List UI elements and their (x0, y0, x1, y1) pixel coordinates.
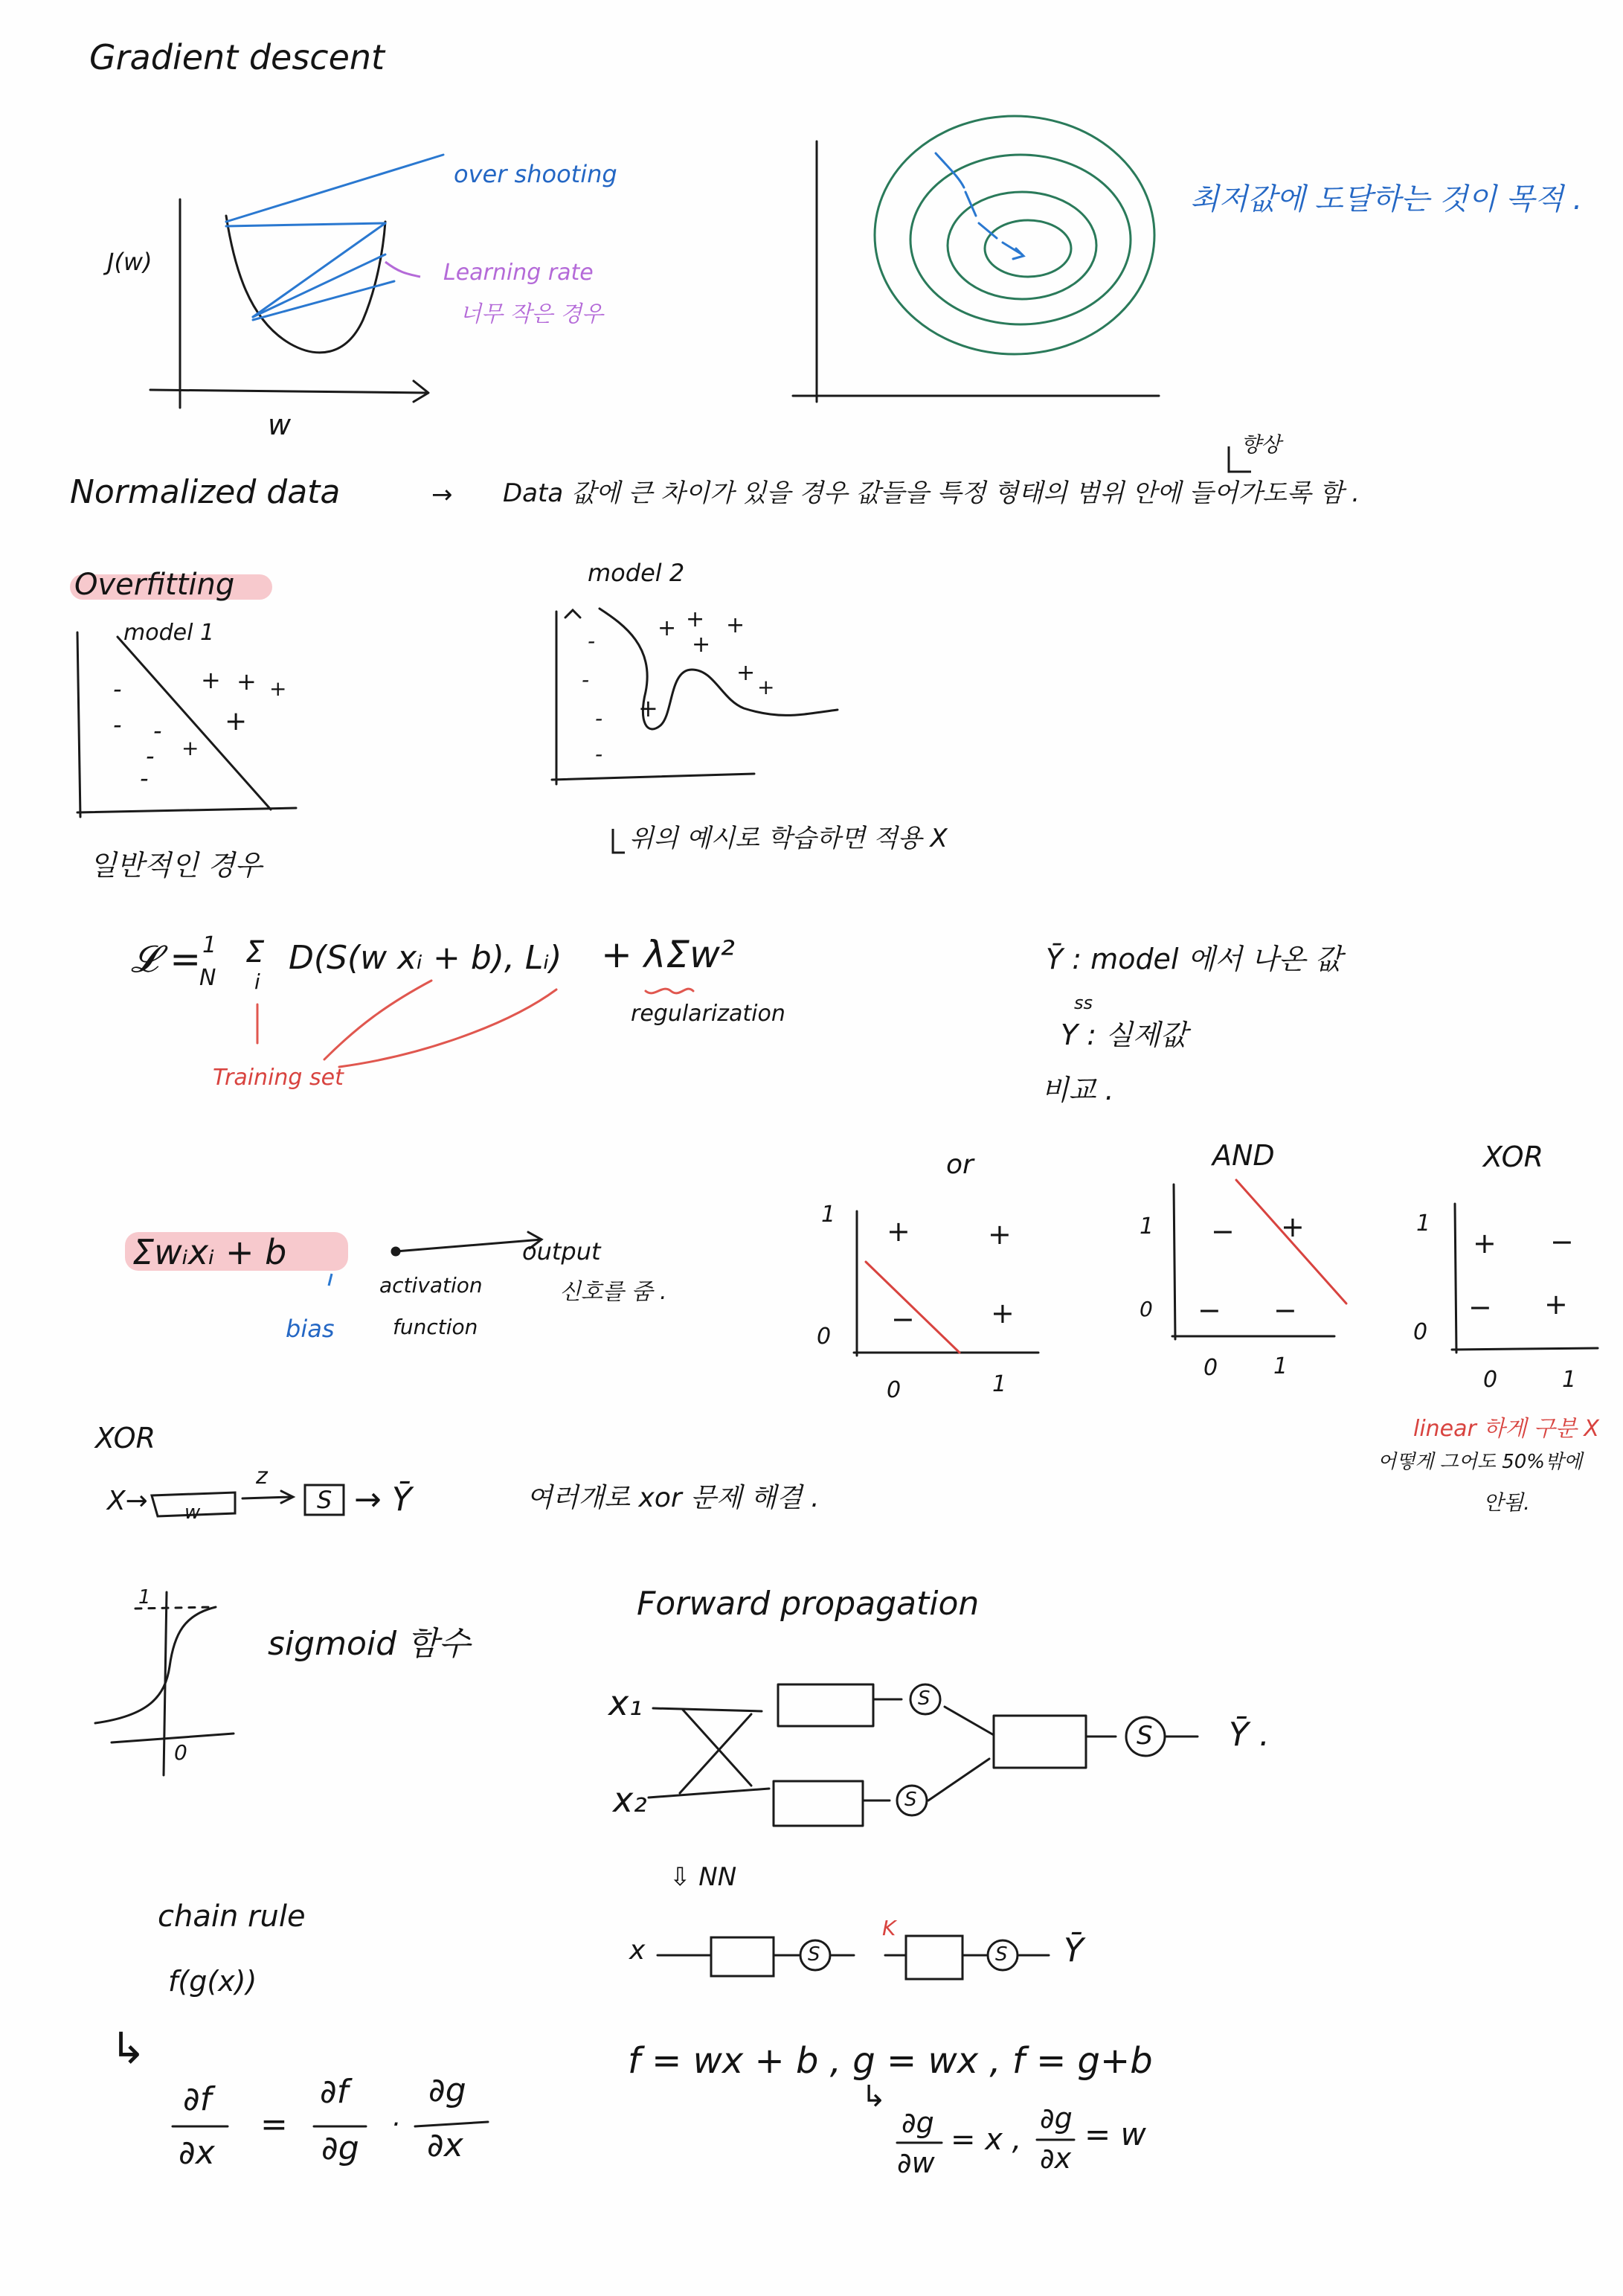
chain-dx-2: ∂x (427, 2126, 463, 2164)
compare-note: 비교 . (1041, 1074, 1114, 1106)
model2-plus-1: + (658, 615, 677, 641)
and-bottom-right: − (1273, 1294, 1297, 1327)
bottom-eq1: = x , (951, 2123, 1022, 2157)
xor-y-axis (1455, 1204, 1456, 1353)
chain-dx: ∂x (179, 2134, 215, 2172)
xor-z-arrow (242, 1497, 292, 1498)
sigmoid-label: sigmoid 함수 (268, 1625, 471, 1663)
chain-fn: f(g(x)) (168, 1965, 257, 1998)
xor-top-right: − (1550, 1225, 1574, 1258)
and-y1: 1 (1140, 1213, 1154, 1240)
model1-plus-4: + (225, 706, 248, 737)
model1-y-axis (77, 632, 80, 817)
bottom-eq-line1: f = wx + b , g = wx , f = g+b (628, 2040, 1153, 2082)
overshoot-line-diag2 (253, 254, 385, 317)
nn-s1: S (808, 1943, 820, 1966)
y-def: Y : 실제값 (1061, 1019, 1188, 1051)
sigmoid-curve (95, 1607, 216, 1723)
contour-ring-1 (875, 116, 1154, 354)
loss-lhs: 𝓛 = (131, 937, 202, 981)
bottom-dg-1: ∂g (902, 2106, 934, 2139)
model1-x-axis (77, 808, 296, 812)
xor-note-line1: linear 하게 구분 X (1413, 1416, 1599, 1442)
xor-y1: 1 (1416, 1210, 1431, 1237)
xor-title: XOR (1483, 1141, 1543, 1173)
gd-x-axis (150, 390, 428, 393)
model2-minus-4: - (595, 742, 603, 766)
and-y-axis (1174, 1184, 1175, 1339)
fp-s1: S (918, 1687, 931, 1710)
chain-heading: chain rule (158, 1899, 306, 1934)
normalized-arrow: → (431, 480, 453, 510)
and-bottom-left: − (1198, 1294, 1221, 1327)
xor-note-line3: 안됨. (1483, 1490, 1530, 1515)
or-bottom-right: + (991, 1297, 1015, 1330)
lr-arrow (385, 262, 420, 277)
model2-label: model 2 (588, 559, 685, 587)
contour-ring-3 (948, 192, 1096, 299)
loss-frac-den: N (199, 965, 216, 991)
xor-top-left: + (1473, 1227, 1497, 1260)
fp-cross-2 (680, 1714, 751, 1793)
normalized-term: Normalized data (70, 473, 341, 511)
model2-caption: 위의 예시로 학습하면 적용 X (629, 824, 948, 853)
page-title: Gradient descent (89, 37, 385, 77)
activation-line1: activation (379, 1273, 483, 1298)
chain-eq: = (260, 2106, 288, 2143)
or-y1: 1 (821, 1202, 836, 1228)
lr-label: Learning rate (443, 260, 594, 286)
model2-caption-bracket (613, 829, 625, 853)
loss-sum-index: i (254, 969, 260, 994)
xor-x0: 0 (1483, 1367, 1498, 1393)
and-x0: 0 (1203, 1355, 1218, 1381)
model2-wiggly-boundary (600, 606, 838, 729)
training-arrow-3 (339, 990, 556, 1067)
fp-box-1 (778, 1684, 873, 1726)
xor-block-out: → Ȳ (354, 1481, 412, 1519)
normalized-annot: 향상 (1241, 432, 1282, 457)
activation-arrow (396, 1240, 541, 1251)
overshoot-line-long (226, 155, 443, 222)
chain-dg-2: ∂g (428, 2071, 466, 2109)
model1-minus-4: - (146, 742, 155, 770)
nn-ybar: Ȳ (1064, 1931, 1084, 1969)
xor-block-input: X→ (107, 1486, 148, 1516)
loss-frac-num: 1 (202, 932, 217, 958)
fp-x1-line (653, 1708, 762, 1711)
model1-minus-5: - (140, 764, 149, 792)
reg-wave (646, 989, 693, 993)
xor-bottom-right: + (1544, 1288, 1568, 1321)
fp-x1: x₁ (608, 1683, 643, 1723)
or-x0: 0 (887, 1377, 902, 1403)
loss-body: D(S(w xᵢ + b), Lᵢ) (289, 939, 562, 977)
xor-y0: 0 (1413, 1319, 1428, 1345)
ybar-def: Ȳ : model 에서 나온 값 (1046, 943, 1343, 975)
xor-bottom-left: − (1468, 1291, 1492, 1324)
loss-sum: Σ (245, 935, 265, 969)
chain-df: ∂f (183, 2080, 212, 2118)
fp-x2-line (649, 1789, 769, 1798)
bottom-eq2: = w (1084, 2116, 1146, 2152)
model1-plus-3: + (269, 676, 287, 701)
output-note: 신호를 줌 . (559, 1279, 667, 1305)
model1-minus-1: - (113, 675, 122, 703)
gd-loss-curve (226, 216, 385, 353)
model1-caption: 일반적인 경우 (89, 849, 263, 882)
normalized-desc: Data 값에 큰 차이가 있을 경우 값들을 특정 형태의 범위 안에 들어가도록 함 . (503, 478, 1360, 508)
y-marks: ss (1074, 993, 1093, 1013)
nn-box-2 (906, 1936, 962, 1979)
or-x1: 1 (992, 1371, 1007, 1397)
bottom-eq-arrow: ↳ (861, 2079, 887, 2114)
model2-plus-2: + (686, 606, 705, 632)
xor-block-s: S (317, 1486, 332, 1514)
fp-cross-1 (683, 1710, 751, 1786)
xor-note-line2: 어떻게 그어도 50%밖에 (1378, 1451, 1583, 1473)
and-title: AND (1212, 1139, 1275, 1172)
sigmoid-tick-top: 1 (138, 1586, 151, 1609)
perceptron-formula: Σwᵢxᵢ + b (132, 1232, 287, 1272)
overshoot-line-top (226, 223, 385, 226)
model2-y-arrowhead (565, 610, 580, 618)
xor-block-desc: 여러개로 xor 문제 해결 . (527, 1483, 820, 1513)
or-y0: 0 (817, 1324, 832, 1350)
and-top-right: + (1281, 1210, 1305, 1243)
chain-arrow: ↳ (110, 2023, 147, 2074)
xor-block-z: z (256, 1463, 268, 1489)
and-top-left: − (1211, 1215, 1235, 1248)
or-title: or (946, 1149, 974, 1180)
fp-s3: S (1137, 1721, 1153, 1751)
xor-block-heading: XOR (95, 1422, 155, 1455)
bottom-dw: ∂w (897, 2146, 935, 2179)
model2-plus-4: + (692, 632, 711, 658)
model2-plus-5: + (736, 660, 756, 686)
and-x1: 1 (1273, 1353, 1288, 1379)
or-top-right: + (988, 1218, 1012, 1251)
fp-box-3 (994, 1716, 1086, 1768)
xor-x1: 1 (1562, 1367, 1577, 1393)
bias-label: bias (286, 1315, 335, 1343)
model2-plus-3: + (726, 612, 745, 638)
model2-minus-1: - (588, 629, 596, 653)
fp-s2: S (904, 1789, 917, 1811)
model2-minus-2: - (582, 667, 590, 692)
chain-dg: ∂g (321, 2129, 359, 2167)
sigmoid-x-axis (112, 1734, 234, 1742)
model1-plus-1: + (201, 666, 221, 694)
overshoot-label: over shooting (454, 160, 617, 188)
nn-label: ⇩ NN (669, 1862, 737, 1892)
model1-plus-2: + (237, 667, 257, 696)
nn-box-1 (711, 1937, 774, 1976)
training-label: Training set (213, 1065, 344, 1091)
model1-label: model 1 (123, 620, 215, 646)
activation-line2: function (393, 1315, 478, 1339)
xor-block-w: w (184, 1501, 201, 1524)
fp-out: Ȳ . (1229, 1716, 1270, 1754)
fp-box-2 (774, 1781, 863, 1826)
bottom-dx: ∂x (1040, 2142, 1072, 2175)
gd-x-arrowhead (414, 381, 428, 402)
or-bottom-left: − (891, 1303, 915, 1335)
fp-x2: x₂ (613, 1780, 647, 1820)
model1-plus-5: + (181, 736, 199, 760)
chain-df-2: ∂f (320, 2073, 349, 2111)
model2-minus-3: - (595, 706, 603, 731)
contour-ring-4 (985, 220, 1071, 277)
reg-label: regularization (631, 1001, 785, 1027)
sigmoid-tick-origin: 0 (174, 1740, 187, 1765)
nn-k: K (882, 1916, 896, 1940)
gd-xlabel: w (268, 408, 292, 441)
model2-plus-7: + (638, 694, 658, 722)
xor-x-axis (1452, 1348, 1598, 1350)
model2-plus-6: + (757, 675, 775, 699)
overfitting-heading: Overfitting (74, 568, 235, 602)
and-y0: 0 (1140, 1297, 1153, 1321)
model2-x-axis (552, 774, 754, 780)
nn-s2: S (995, 1943, 1008, 1966)
training-arrow-2 (324, 981, 431, 1059)
fp-s1-to-box3 (945, 1707, 994, 1735)
model1-minus-2: - (113, 711, 122, 739)
chain-dot: · (391, 2109, 400, 2140)
contour-note: 최저값에 도달하는 것이 목적 . (1190, 182, 1583, 217)
model1-minus-3: - (153, 716, 162, 745)
loss-reg: + λΣw² (601, 933, 735, 976)
output-label: output (522, 1237, 601, 1266)
or-top-left: + (887, 1215, 910, 1248)
bias-arrow (329, 1274, 332, 1286)
activation-dot (392, 1248, 399, 1255)
fp-heading: Forward propagation (637, 1585, 980, 1623)
fp-s2-to-box3 (928, 1759, 989, 1800)
gd-ylabel: J(w) (107, 248, 152, 276)
lr-note: 너무 작은 경우 (460, 301, 603, 327)
nn-x: x (629, 1935, 646, 1966)
bottom-dg-2: ∂g (1040, 2102, 1073, 2135)
